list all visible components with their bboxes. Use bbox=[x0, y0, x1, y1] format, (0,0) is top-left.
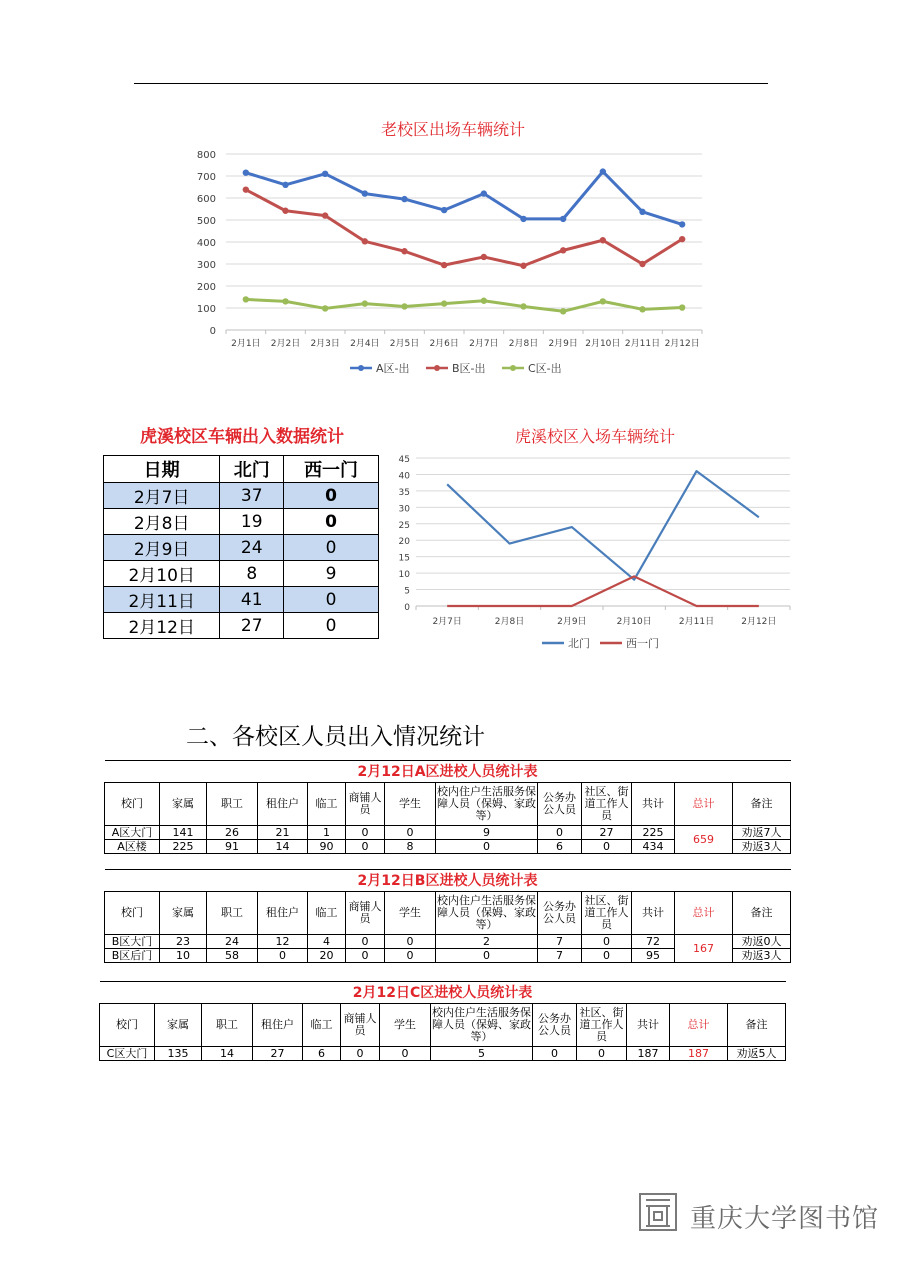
column-header: 学生 bbox=[385, 892, 436, 935]
count-cell: 0 bbox=[436, 949, 538, 963]
y-tick-label: 0 bbox=[209, 326, 216, 337]
column-header: 备注 bbox=[728, 1004, 786, 1047]
count-cell: 0 bbox=[346, 826, 385, 840]
x-tick-label: 2月3日 bbox=[310, 339, 340, 349]
count-cell: 434 bbox=[632, 840, 675, 854]
column-header: 共计 bbox=[632, 892, 675, 935]
data-point bbox=[481, 254, 487, 260]
chart2-title: 虎溪校区入场车辆统计 bbox=[514, 427, 675, 446]
data-point bbox=[401, 248, 407, 254]
series-line bbox=[246, 299, 682, 311]
gate-cell: A区大门 bbox=[105, 826, 160, 840]
section-title: 二、各校区人员出入情况统计 bbox=[186, 724, 485, 750]
data-point bbox=[243, 296, 249, 302]
column-header: 学生 bbox=[380, 1004, 431, 1047]
column-header: 校内住户生活服务保障人员（保姆、家政等） bbox=[431, 1004, 533, 1047]
y-tick-label: 500 bbox=[196, 216, 216, 227]
old-campus-exit-chart bbox=[190, 140, 720, 385]
data-point bbox=[322, 305, 328, 311]
count-cell: 0 bbox=[436, 840, 538, 854]
data-point bbox=[679, 221, 685, 227]
count-cell: 27 bbox=[582, 826, 632, 840]
count-cell: 0 bbox=[258, 949, 308, 963]
column-header: 租住户 bbox=[258, 783, 308, 826]
y-tick-label: 10 bbox=[398, 570, 410, 581]
x-tick-label: 2月9日 bbox=[548, 339, 578, 349]
legend-label: B区-出 bbox=[452, 362, 486, 375]
data-point bbox=[520, 303, 526, 309]
count-cell: 91 bbox=[207, 840, 258, 854]
cell-north: 24 bbox=[220, 535, 284, 561]
cell-west: 0 bbox=[284, 509, 379, 535]
count-cell: 1 bbox=[308, 826, 346, 840]
y-tick-label: 40 bbox=[398, 471, 410, 482]
cell-date: 2月11日 bbox=[104, 587, 220, 613]
data-point bbox=[322, 212, 328, 218]
x-tick-label: 2月11日 bbox=[678, 617, 715, 627]
data-point bbox=[243, 170, 249, 176]
column-header: 校门 bbox=[105, 783, 160, 826]
grand-total-cell: 659 bbox=[675, 826, 733, 854]
data-point bbox=[639, 306, 645, 312]
table-header-row bbox=[100, 1004, 786, 1047]
cell-north: 8 bbox=[220, 561, 284, 587]
note-cell: 劝返3人 bbox=[733, 840, 791, 854]
cell-date: 2月10日 bbox=[104, 561, 220, 587]
column-header: 总计 bbox=[670, 1004, 728, 1047]
count-cell: 12 bbox=[258, 935, 308, 949]
count-cell: 9 bbox=[436, 826, 538, 840]
count-cell: 0 bbox=[533, 1047, 577, 1061]
huxi-entry-chart bbox=[390, 448, 800, 653]
count-cell: 24 bbox=[207, 935, 258, 949]
cell-west: 0 bbox=[284, 587, 379, 613]
data-point bbox=[401, 196, 407, 202]
table-row bbox=[100, 1047, 786, 1061]
note-cell: 劝返3人 bbox=[733, 949, 791, 963]
column-header: 公务办公人员 bbox=[538, 783, 582, 826]
legend-label: 北门 bbox=[568, 637, 590, 650]
note-cell: 劝返0人 bbox=[733, 935, 791, 949]
header-date: 日期 bbox=[104, 456, 220, 483]
cell-date: 2月9日 bbox=[104, 535, 220, 561]
gate-cell: B区后门 bbox=[105, 949, 160, 963]
y-tick-label: 30 bbox=[398, 504, 410, 515]
cell-west: 9 bbox=[284, 561, 379, 587]
series-line bbox=[447, 471, 759, 580]
data-point bbox=[322, 171, 328, 177]
column-header: 家属 bbox=[155, 1004, 202, 1047]
column-header: 公务办公人员 bbox=[538, 892, 582, 935]
count-cell: 21 bbox=[258, 826, 308, 840]
table-row bbox=[104, 613, 379, 639]
column-header: 校门 bbox=[105, 892, 160, 935]
column-header: 校内住户生活服务保障人员（保姆、家政等） bbox=[436, 783, 538, 826]
count-cell: 26 bbox=[207, 826, 258, 840]
count-cell: 0 bbox=[577, 1047, 627, 1061]
count-cell: 2 bbox=[436, 935, 538, 949]
data-point bbox=[639, 261, 645, 267]
count-cell: 225 bbox=[632, 826, 675, 840]
cell-date: 2月12日 bbox=[104, 613, 220, 639]
data-point bbox=[560, 308, 566, 314]
column-header: 共计 bbox=[632, 783, 675, 826]
data-point bbox=[441, 262, 447, 268]
personnel-table bbox=[104, 760, 791, 854]
count-cell: 225 bbox=[160, 840, 207, 854]
column-header: 校门 bbox=[100, 1004, 155, 1047]
count-cell: 95 bbox=[632, 949, 675, 963]
count-cell: 141 bbox=[160, 826, 207, 840]
gate-cell: A区楼 bbox=[105, 840, 160, 854]
data-point bbox=[441, 207, 447, 213]
column-header: 公务办公人员 bbox=[533, 1004, 577, 1047]
y-tick-label: 800 bbox=[196, 150, 216, 161]
count-cell: 0 bbox=[385, 935, 436, 949]
table-header-row bbox=[105, 892, 791, 935]
header-rule bbox=[134, 83, 768, 84]
count-cell: 0 bbox=[380, 1047, 431, 1061]
data-point bbox=[282, 182, 288, 188]
column-header: 职工 bbox=[207, 783, 258, 826]
table-row bbox=[104, 535, 379, 561]
count-cell: 7 bbox=[538, 935, 582, 949]
x-tick-label: 2月10日 bbox=[616, 617, 652, 627]
x-tick-label: 2月10日 bbox=[585, 339, 621, 349]
count-cell: 6 bbox=[303, 1047, 341, 1061]
y-tick-label: 0 bbox=[404, 603, 410, 613]
cell-west: 0 bbox=[284, 535, 379, 561]
data-point bbox=[639, 209, 645, 215]
series-line bbox=[447, 576, 759, 606]
column-header: 临工 bbox=[303, 1004, 341, 1047]
x-tick-label: 2月6日 bbox=[429, 339, 459, 349]
cell-north: 41 bbox=[220, 587, 284, 613]
column-header: 学生 bbox=[385, 783, 436, 826]
column-header: 商铺人员 bbox=[341, 1004, 380, 1047]
legend-label: C区-出 bbox=[528, 362, 562, 375]
y-tick-label: 100 bbox=[196, 304, 216, 315]
y-tick-label: 300 bbox=[196, 260, 216, 271]
data-point bbox=[679, 304, 685, 310]
legend-label: 西一门 bbox=[626, 637, 659, 650]
note-cell: 劝返5人 bbox=[728, 1047, 786, 1061]
column-header: 家属 bbox=[160, 783, 207, 826]
column-header: 总计 bbox=[675, 783, 733, 826]
x-tick-label: 2月1日 bbox=[231, 339, 261, 349]
column-header: 校内住户生活服务保障人员（保姆、家政等） bbox=[436, 892, 538, 935]
personnel-table bbox=[99, 981, 786, 1061]
x-tick-label: 2月11日 bbox=[624, 339, 661, 349]
column-header: 租住户 bbox=[258, 892, 308, 935]
column-header: 临工 bbox=[308, 892, 346, 935]
count-cell: 90 bbox=[308, 840, 346, 854]
count-cell: 0 bbox=[346, 935, 385, 949]
count-cell: 58 bbox=[207, 949, 258, 963]
table-header-row bbox=[104, 456, 379, 483]
chart1-title: 老校区出场车辆统计 bbox=[380, 120, 525, 139]
huxi-table-title: 虎溪校区车辆出入数据统计 bbox=[140, 427, 344, 447]
y-tick-label: 20 bbox=[398, 537, 410, 548]
grand-total-cell: 187 bbox=[670, 1047, 728, 1061]
table-row bbox=[104, 509, 379, 535]
header-west-gate: 西一门 bbox=[284, 456, 379, 483]
count-cell: 0 bbox=[346, 949, 385, 963]
count-cell: 0 bbox=[582, 949, 632, 963]
table-row bbox=[105, 826, 791, 840]
data-point bbox=[679, 236, 685, 242]
data-point bbox=[600, 298, 606, 304]
x-tick-label: 2月7日 bbox=[432, 617, 462, 627]
count-cell: 5 bbox=[431, 1047, 533, 1061]
count-cell: 8 bbox=[385, 840, 436, 854]
count-cell: 72 bbox=[632, 935, 675, 949]
count-cell: 0 bbox=[385, 949, 436, 963]
x-tick-label: 2月8日 bbox=[508, 339, 539, 349]
note-cell: 劝返7人 bbox=[733, 826, 791, 840]
cell-north: 27 bbox=[220, 613, 284, 639]
column-header: 社区、街道工作人员 bbox=[582, 783, 632, 826]
column-header: 职工 bbox=[207, 892, 258, 935]
y-tick-label: 45 bbox=[398, 455, 410, 465]
personnel-table-title: 2月12日C区进校人员统计表 bbox=[100, 982, 786, 1004]
cell-date: 2月8日 bbox=[104, 509, 220, 535]
x-tick-label: 2月4日 bbox=[350, 339, 380, 349]
library-watermark-text: 重庆大学图书馆 bbox=[690, 1204, 880, 1234]
column-header: 临工 bbox=[308, 783, 346, 826]
data-point bbox=[282, 298, 288, 304]
data-point bbox=[243, 186, 249, 192]
y-tick-label: 5 bbox=[404, 586, 410, 597]
count-cell: 27 bbox=[253, 1047, 303, 1061]
data-point bbox=[441, 300, 447, 306]
data-point bbox=[600, 237, 606, 243]
header-north-gate: 北门 bbox=[220, 456, 284, 483]
personnel-table-title: 2月12日B区进校人员统计表 bbox=[105, 870, 791, 892]
count-cell: 0 bbox=[346, 840, 385, 854]
data-point bbox=[362, 238, 368, 244]
library-seal-icon bbox=[638, 1192, 678, 1232]
column-header: 备注 bbox=[733, 783, 791, 826]
column-header: 备注 bbox=[733, 892, 791, 935]
y-tick-label: 35 bbox=[398, 487, 410, 498]
cell-north: 19 bbox=[220, 509, 284, 535]
data-point bbox=[560, 247, 566, 253]
data-point bbox=[600, 168, 606, 174]
grand-total-cell: 167 bbox=[675, 935, 733, 963]
column-header: 社区、街道工作人员 bbox=[577, 1004, 627, 1047]
count-cell: 14 bbox=[258, 840, 308, 854]
x-tick-label: 2月12日 bbox=[664, 339, 700, 349]
y-tick-label: 25 bbox=[398, 520, 410, 531]
table-row bbox=[104, 587, 379, 613]
count-cell: 7 bbox=[538, 949, 582, 963]
x-tick-label: 2月5日 bbox=[389, 339, 420, 349]
y-tick-label: 700 bbox=[196, 172, 216, 183]
y-tick-label: 15 bbox=[398, 553, 410, 564]
cell-north: 37 bbox=[220, 483, 284, 509]
count-cell: 14 bbox=[202, 1047, 253, 1061]
legend-marker bbox=[358, 365, 364, 371]
table-row bbox=[104, 483, 379, 509]
count-cell: 6 bbox=[538, 840, 582, 854]
y-tick-label: 600 bbox=[196, 194, 216, 205]
count-cell: 10 bbox=[160, 949, 207, 963]
personnel-table bbox=[104, 869, 791, 963]
column-header: 共计 bbox=[627, 1004, 670, 1047]
column-header: 社区、街道工作人员 bbox=[582, 892, 632, 935]
gate-cell: B区大门 bbox=[105, 935, 160, 949]
x-tick-label: 2月2日 bbox=[270, 339, 301, 349]
huxi-vehicle-table bbox=[103, 455, 379, 639]
x-tick-label: 2月7日 bbox=[469, 339, 499, 349]
data-point bbox=[520, 263, 526, 269]
data-point bbox=[282, 208, 288, 214]
personnel-table-title: 2月12日A区进校人员统计表 bbox=[105, 761, 791, 783]
table-header-row bbox=[105, 783, 791, 826]
y-tick-label: 400 bbox=[196, 238, 216, 249]
data-point bbox=[362, 300, 368, 306]
column-header: 职工 bbox=[202, 1004, 253, 1047]
column-header: 商铺人员 bbox=[346, 892, 385, 935]
table-row bbox=[105, 935, 791, 949]
legend-marker bbox=[434, 365, 440, 371]
column-header: 商铺人员 bbox=[346, 783, 385, 826]
count-cell: 4 bbox=[308, 935, 346, 949]
column-header: 租住户 bbox=[253, 1004, 303, 1047]
x-tick-label: 2月12日 bbox=[741, 617, 777, 627]
x-tick-label: 2月9日 bbox=[557, 617, 587, 627]
count-cell: 0 bbox=[538, 826, 582, 840]
count-cell: 23 bbox=[160, 935, 207, 949]
data-point bbox=[520, 216, 526, 222]
cell-date: 2月7日 bbox=[104, 483, 220, 509]
data-point bbox=[481, 298, 487, 304]
column-header: 家属 bbox=[160, 892, 207, 935]
y-tick-label: 200 bbox=[196, 282, 216, 293]
x-tick-label: 2月8日 bbox=[494, 617, 525, 627]
data-point bbox=[481, 190, 487, 196]
count-cell: 187 bbox=[627, 1047, 670, 1061]
cell-west: 0 bbox=[284, 613, 379, 639]
data-point bbox=[401, 303, 407, 309]
count-cell: 0 bbox=[341, 1047, 380, 1061]
count-cell: 0 bbox=[582, 935, 632, 949]
data-point bbox=[362, 190, 368, 196]
count-cell: 135 bbox=[155, 1047, 202, 1061]
gate-cell: C区大门 bbox=[100, 1047, 155, 1061]
legend-marker bbox=[510, 365, 516, 371]
count-cell: 0 bbox=[385, 826, 436, 840]
count-cell: 0 bbox=[582, 840, 632, 854]
legend-label: A区-出 bbox=[376, 362, 410, 375]
column-header: 总计 bbox=[675, 892, 733, 935]
data-point bbox=[560, 216, 566, 222]
count-cell: 20 bbox=[308, 949, 346, 963]
table-row bbox=[104, 561, 379, 587]
cell-west: 0 bbox=[284, 483, 379, 509]
